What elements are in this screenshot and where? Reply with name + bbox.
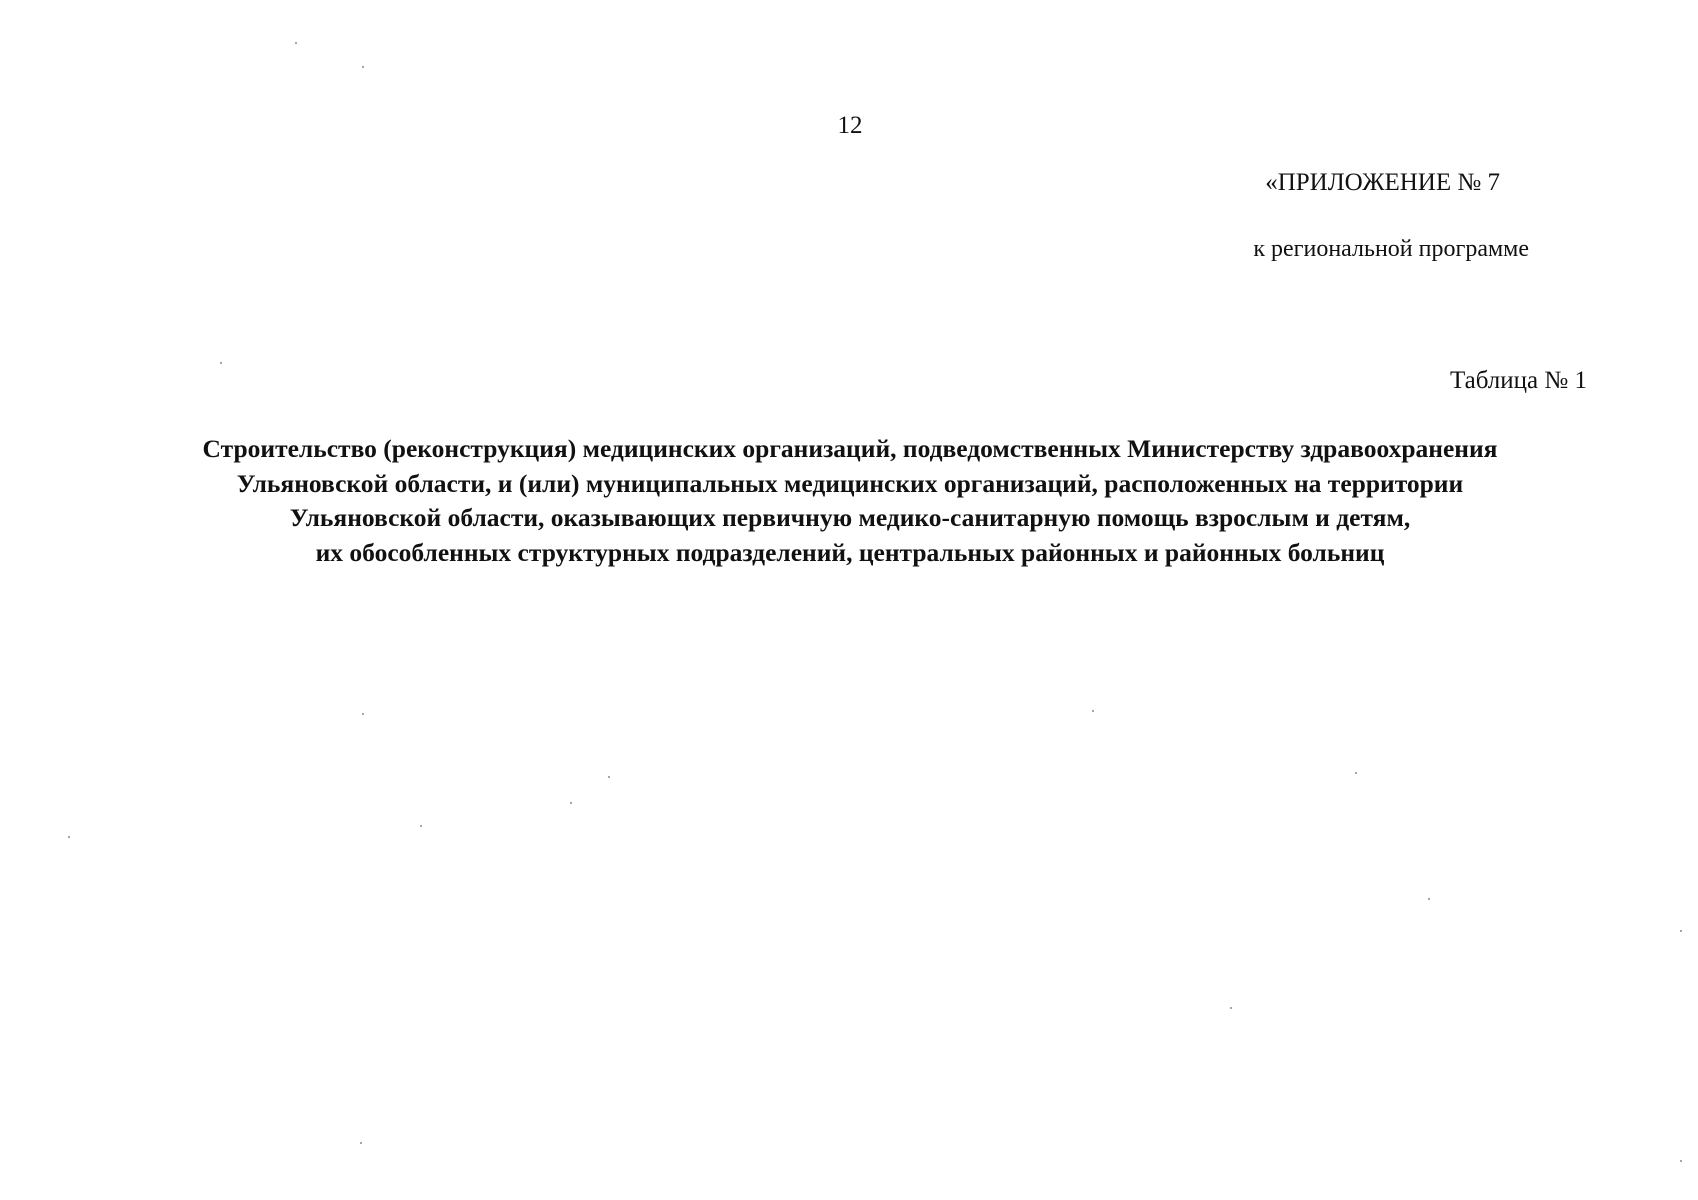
scan-speck xyxy=(1428,898,1430,900)
scan-speck xyxy=(1355,772,1357,774)
scan-speck xyxy=(608,776,610,778)
appendix-subtitle: к региональной программе xyxy=(1253,236,1529,262)
scan-speck xyxy=(1230,1007,1232,1009)
document-title xyxy=(0,432,1698,571)
scan-speck xyxy=(570,802,572,804)
title-line: Ульяновской области, и (или) муниципальных медицинских организаций, расположенных на территории xyxy=(236,468,1464,498)
scan-speck xyxy=(360,1142,362,1144)
scan-speck xyxy=(1680,930,1682,932)
scan-speck xyxy=(1092,710,1094,712)
scan-speck xyxy=(362,713,364,715)
scan-speck xyxy=(420,825,422,827)
table-label: Таблица № 1 xyxy=(1449,367,1587,394)
scan-speck xyxy=(1680,1160,1682,1162)
scan-speck xyxy=(68,836,70,838)
page-number: 12 xyxy=(837,112,863,139)
appendix-title: «ПРИЛОЖЕНИЕ № 7 xyxy=(1265,169,1500,196)
scan-speck xyxy=(220,362,222,364)
scan-speck xyxy=(295,42,297,44)
title-line: их обособленных структурных подразделений, центральных районных и районных больниц xyxy=(315,538,1385,568)
title-line: Строительство (реконструкция) медицинских организаций, подведомственных Министерству здравоохранения xyxy=(202,434,1498,463)
title-line: Ульяновской области, оказывающих первичную медико-санитарную помощь взрослым и детям, xyxy=(289,503,1411,533)
scan-speck xyxy=(362,66,364,68)
